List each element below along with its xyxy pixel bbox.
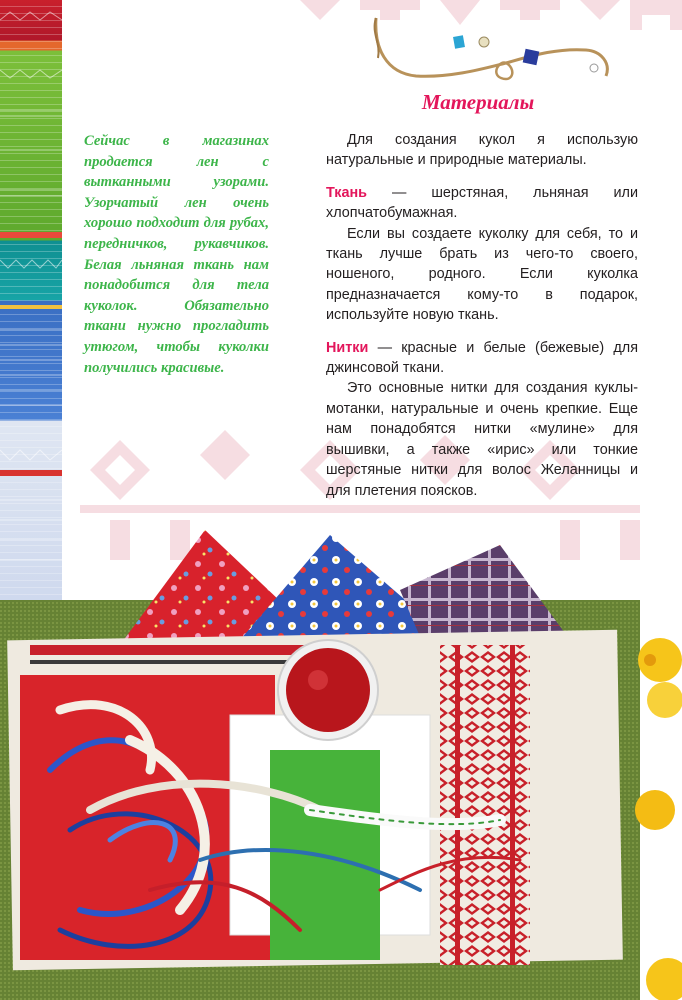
threads-text: — красные и белые (бежевые) для джинсовой ткани. xyxy=(326,339,638,377)
threads-paragraph-2: Это основные нитки для создания куклы-мотанки, натуральные и очень крепкие. Еще нам понадобятся нитки «мулине» для вышивки, а также «ирис» или тонкие шерстяные нитки для волос Желанницы и для плетения поясков. xyxy=(326,380,638,499)
sidebar-note: Сейчас в магазинах продается лен с вытканными узорами. Узорчатый лен очень хорошо подходит для рубах, передничков, рукавчиков. Белая льняная ткань нам понадобится для тела куколок. Обязательно ткани нужно прогладить утюгом, чтобы куколки получились красивые. xyxy=(84,133,269,376)
intro-paragraph: Для создания кукол я использую натуральные и природные материалы. xyxy=(326,132,638,169)
fabric-paragraph xyxy=(326,183,638,224)
fabrics-and-ribbons-photo xyxy=(0,510,682,1000)
fabric-keyword: Ткань xyxy=(326,184,367,201)
fabric-paragraph-2: Если вы создаете куколку для себя, то и ткань лучше брать из чего-то своего, ношеного, родного. Если куколка предназначается кому-то в подарок, используйте новую ткань. xyxy=(326,225,638,324)
fabric-text: — шерстяная, льняная или хлопчатобумажная. xyxy=(326,184,638,222)
threads-paragraph xyxy=(326,338,638,379)
threads-keyword: Нитки xyxy=(326,339,369,356)
rope-with-beads-illustration xyxy=(356,8,626,88)
page-title: Материалы xyxy=(421,90,535,114)
main-text xyxy=(326,130,638,501)
